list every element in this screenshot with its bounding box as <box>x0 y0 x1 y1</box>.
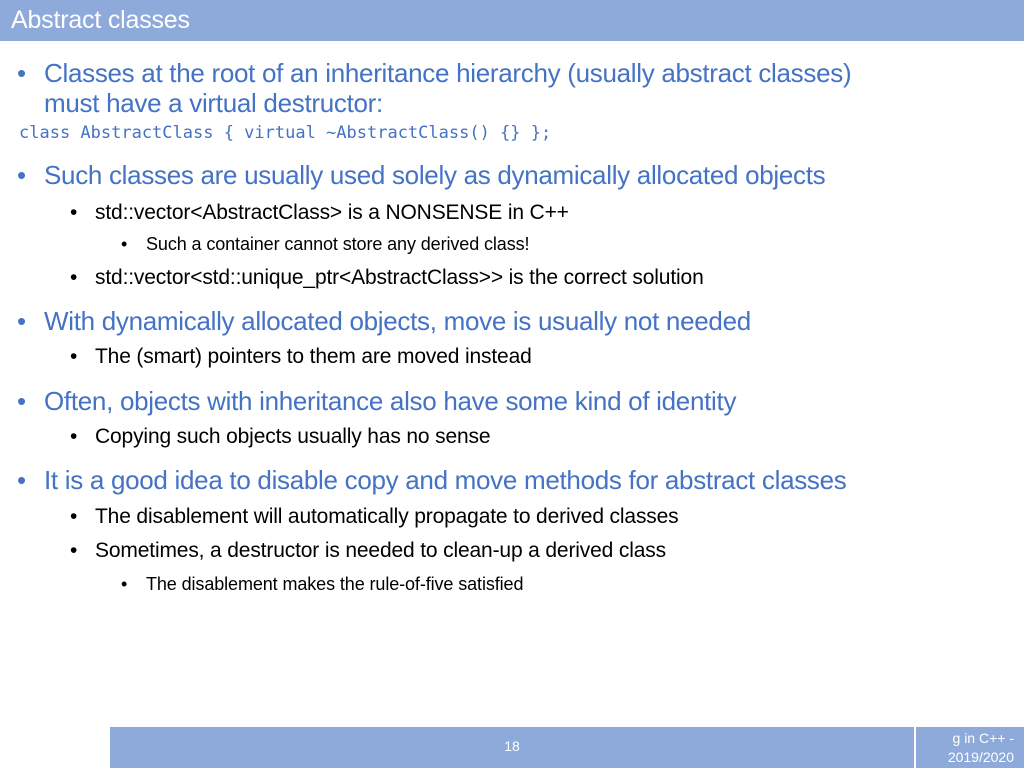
course-label <box>948 729 1014 767</box>
bullet-icon: • <box>70 425 78 448</box>
bullet-icon: • <box>17 306 26 336</box>
bullet-text: std::vector<AbstractClass> is a NONSENSE in C++ <box>95 201 569 224</box>
bullet-icon: • <box>70 345 78 368</box>
bullet-text: With dynamically allocated objects, move is usually not needed <box>44 306 751 336</box>
bullet-icon: • <box>70 201 78 224</box>
course-line-2: 2019/2020 <box>947 749 1014 765</box>
bullet-text: The disablement makes the rule-of-five satisfied <box>146 574 524 594</box>
bullet-text: Copying such objects usually has no sense <box>95 425 491 448</box>
bullet-icon: • <box>17 465 26 495</box>
bullet-text: must have a virtual destructor: <box>44 88 383 118</box>
bullet-icon: • <box>17 386 26 416</box>
bullet-text: std::vector<std::unique_ptr<AbstractClass>> is the correct solution <box>95 266 704 289</box>
course-line-1: g in C++ - <box>952 730 1014 746</box>
bullet-text: Such a container cannot store any derived class! <box>146 234 530 254</box>
footer-bar <box>110 727 914 768</box>
bullet-text: The disablement will automatically propagate to derived classes <box>95 505 679 528</box>
bullet-icon: • <box>70 266 78 289</box>
bullet-icon: • <box>121 574 128 594</box>
bullet-text: It is a good idea to disable copy and move methods for abstract classes <box>44 465 847 495</box>
bullet-icon: • <box>17 160 26 190</box>
bullet-text: The (smart) pointers to them are moved instead <box>95 345 532 368</box>
footer-course-box <box>916 727 1024 768</box>
bullet-text: Often, objects with inheritance also have some kind of identity <box>44 386 737 416</box>
bullet-icon: • <box>70 505 78 528</box>
bullet-icon: • <box>17 58 26 88</box>
code-snippet: class AbstractClass { virtual ~AbstractClass() {} }; <box>19 123 552 143</box>
bullet-text: Such classes are usually used solely as dynamically allocated objects <box>44 160 826 190</box>
bullet-text: Sometimes, a destructor is needed to clean-up a derived class <box>95 539 666 562</box>
bullet-icon: • <box>121 234 128 254</box>
bullet-text: Classes at the root of an inheritance hierarchy (usually abstract classes) <box>44 58 852 88</box>
page-number: 18 <box>504 738 520 754</box>
bullet-icon: • <box>70 539 78 562</box>
slide-title: Abstract classes <box>11 6 190 34</box>
title-bar <box>0 0 1024 41</box>
